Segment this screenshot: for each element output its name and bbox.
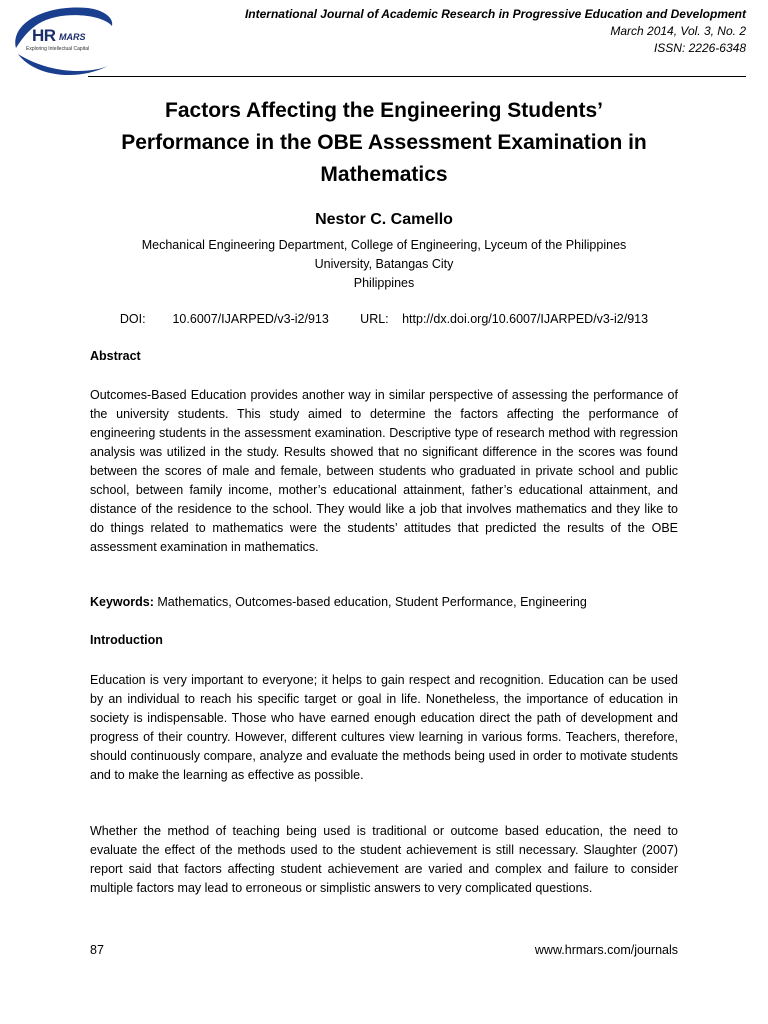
logo-tagline: Exploring Intellectual Capital — [26, 46, 90, 52]
journal-name: International Journal of Academic Research in Progressive Education and Development — [244, 7, 746, 21]
intro-paragraph-1: Education is very important to everyone; it helps to gain respect and recognition. Education can be used by an individual to reach his specific target or goal in life. Nonetheless, the importance of education in society is indispensable. Those who have earned enough education direct the path of development and progress of their country. However, different cultures view learning in various forms. Teachers, therefore, should continuously compare, analyze and evaluate the methods being used in order to motivate students and to make the learning as effective as possible. — [90, 673, 678, 782]
author-name: Nestor C. Camello — [315, 211, 453, 228]
title-line: Mathematics — [320, 163, 448, 186]
title-line: Factors Affecting the Engineering Students’ — [165, 99, 603, 122]
keywords-label: Keywords: — [90, 595, 154, 609]
doi-url-line — [90, 312, 678, 326]
title-line: Performance in the OBE Assessment Examination in — [121, 131, 647, 154]
affiliation-line: Mechanical Engineering Department, College of Engineering, Lyceum of the Philippines — [141, 238, 627, 252]
author-affiliation — [90, 236, 678, 293]
journal-issn: ISSN: 2226-6348 — [653, 41, 746, 55]
url-link[interactable]: http://dx.doi.org/10.6007/IJARPED/v3-i2/913 — [402, 312, 649, 326]
url-label: URL: — [360, 312, 389, 326]
doi-value[interactable]: 10.6007/IJARPED/v3-i2/913 — [172, 312, 329, 326]
doi-label: DOI: — [119, 312, 146, 326]
intro-paragraph-2: Whether the method of teaching being used is traditional or outcome based education, the need to evaluate the effect of the methods used to the student achievement is still necessary. Slaughter (2007) report said that factors affecting student achievement are varied and complex and failure to consider multiple factors may lead to erroneous or simplistic answers to very complicated questions. — [90, 824, 678, 895]
journal-header — [245, 6, 746, 57]
journal-issue: March 2014, Vol. 3, No. 2 — [610, 24, 746, 38]
keywords-text: Mathematics, Outcomes-based education, Student Performance, Engineering — [157, 595, 587, 609]
paper-title — [90, 95, 678, 191]
hrmars-logo — [4, 2, 116, 80]
affiliation-line: Philippines — [353, 276, 415, 290]
footer-website[interactable]: www.hrmars.com/journals — [534, 943, 678, 957]
header-rule — [88, 76, 746, 77]
logo-hr-text: HR — [32, 26, 56, 45]
abstract-heading: Abstract — [90, 349, 141, 363]
logo-mars-text: MARS — [59, 32, 86, 42]
abstract-text: Outcomes-Based Education provides another way in similar perspective of assessing the performance of the university students. This study aimed to determine the factors affecting the performance of engineering students in the assessment examination. Descriptive type of research method with regression analysis was utilized in the study. Results showed that no significant difference in the scores was found between the scores of male and female, between students who graduated in private school and public school, between family income, mother’s educational attainment, father’s educational attainment, and distance of the residence to the school. They would like a job that involves mathematics and they like to do things related to mathematics were the students’ attitudes that predicted the results of the OBE assessment examination in mathematics. — [90, 388, 678, 554]
affiliation-line: University, Batangas City — [314, 257, 454, 271]
keywords-line — [90, 595, 587, 609]
page-number: 87 — [90, 943, 104, 957]
introduction-heading: Introduction — [90, 633, 163, 647]
